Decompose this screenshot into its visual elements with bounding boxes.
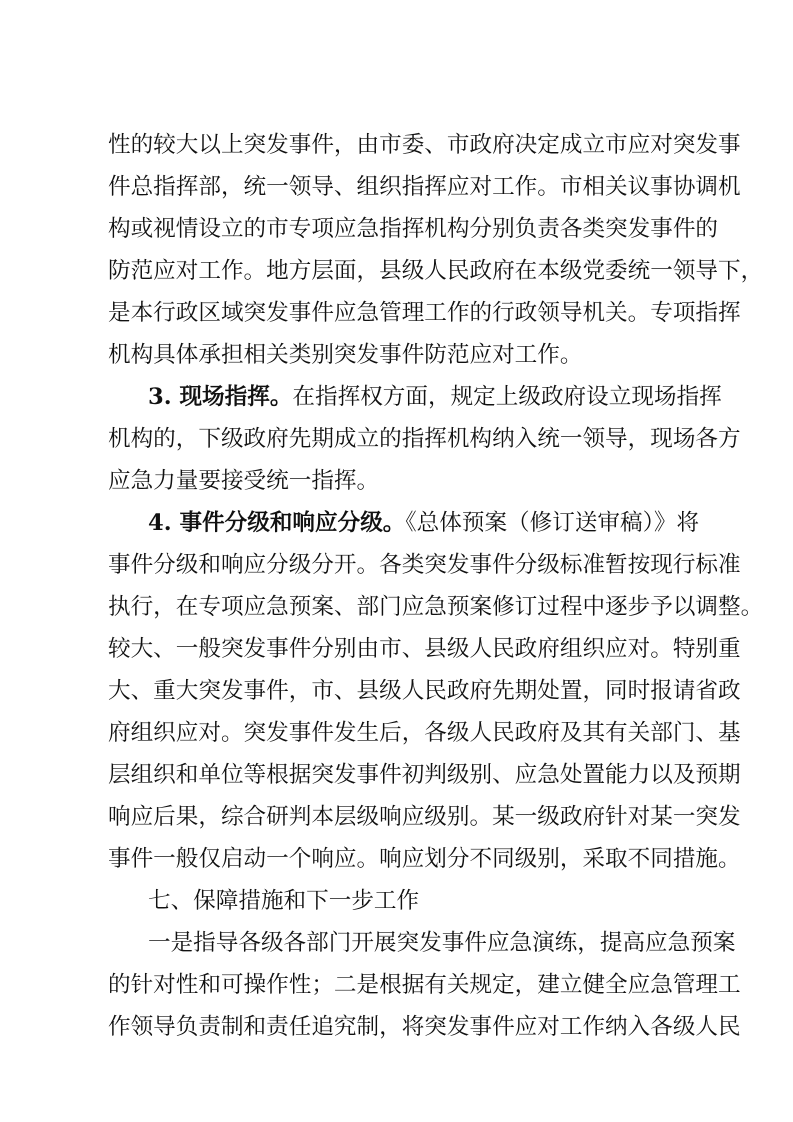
paragraph-line: 府组织应对。突发事件发生后，各级人民政府及其有关部门、基 — [108, 720, 741, 746]
section-label-field-command: 3. 现场指挥。 — [148, 384, 293, 410]
section-heading: 七、保障措施和下一步工作 — [148, 888, 420, 914]
paragraph-line: 是本行政区域突发事件应急管理工作的行政领导机关。专项指挥 — [108, 300, 741, 326]
paragraph-line: 大、重大突发事件，市、县级人民政府先期处置，同时报请省政 — [108, 678, 741, 704]
paragraph-line: 事件分级和响应分级分开。各类突发事件分级标准暂按现行标准 — [108, 552, 741, 578]
paragraph-line: 防范应对工作。地方层面，县级人民政府在本级党委统一领导下， — [108, 258, 764, 284]
paragraph-line: 响应后果，综合研判本层级响应级别。某一级政府针对某一突发 — [108, 804, 741, 830]
paragraph-line: 作领导负责制和责任追究制，将突发事件应对工作纳入各级人民 — [108, 1014, 741, 1040]
paragraph-line-numbered: 4. 事件分级和响应分级。《总体预案（修订送审稿）》将 — [148, 510, 700, 536]
paragraph-line: 应急力量要接受统一指挥。 — [108, 468, 380, 494]
paragraph-line: 构或视情设立的市专项应急指挥机构分别负责各类突发事件的 — [108, 216, 719, 242]
paragraph-line: 一是指导各级各部门开展突发事件应急演练，提高应急预案 — [148, 930, 736, 956]
paragraph-line: 执行，在专项应急预案、部门应急预案修订过程中逐步予以调整。 — [108, 594, 764, 620]
paragraph-line: 层组织和单位等根据突发事件初判级别、应急处置能力以及预期 — [108, 762, 741, 788]
paragraph-line: 件总指挥部，统一领导、组织指挥应对工作。市相关议事协调机 — [108, 174, 741, 200]
paragraph-line: 事件一般仅启动一个响应。响应划分不同级别，采取不同措施。 — [108, 846, 741, 872]
paragraph-line: 的针对性和可操作性；二是根据有关规定，建立健全应急管理工 — [108, 972, 741, 998]
paragraph-line-numbered: 3. 现场指挥。在指挥权方面，规定上级政府设立现场指挥 — [148, 384, 722, 410]
paragraph-line: 机构具体承担相关类别突发事件防范应对工作。 — [108, 342, 583, 368]
section-label-grading: 4. 事件分级和响应分级。 — [148, 510, 406, 536]
paragraph-line: 性的较大以上突发事件，由市委、市政府决定成立市应对突发事 — [108, 132, 741, 158]
paragraph-line: 机构的，下级政府先期成立的指挥机构纳入统一领导，现场各方 — [108, 426, 741, 452]
paragraph-line: 较大、一般突发事件分别由市、县级人民政府组织应对。特别重 — [108, 636, 741, 662]
